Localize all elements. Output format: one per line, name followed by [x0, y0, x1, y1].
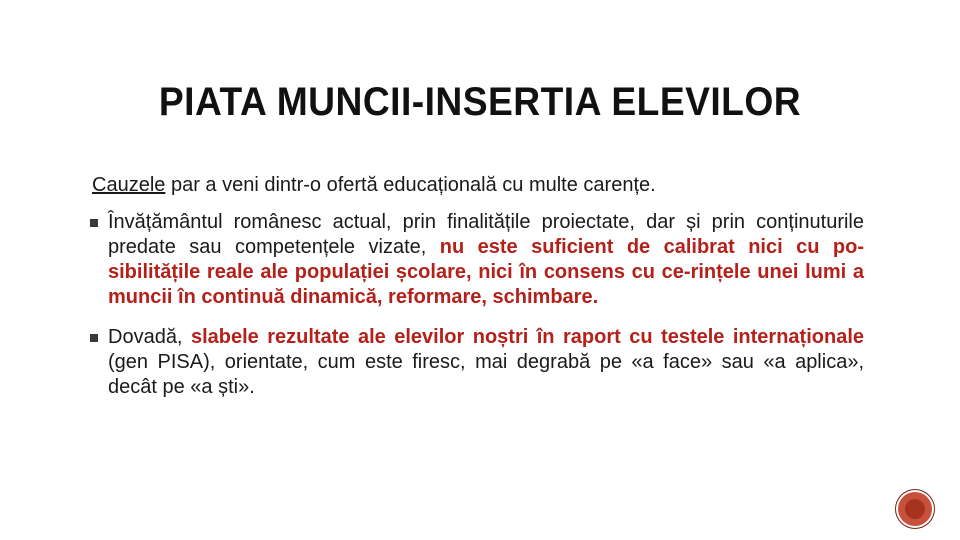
square-bullet-icon [90, 334, 98, 342]
square-bullet-icon [90, 219, 98, 227]
intro-paragraph [92, 172, 872, 198]
intro-lead: Cauzele [92, 174, 166, 196]
bullet-item-2 [89, 325, 864, 400]
bullet-list [89, 210, 864, 400]
slide-badge-icon [898, 492, 932, 526]
bullet-2-post: (gen PISA), orientate, cum este firesc, mai degrabă pe «a face» sau «a aplica», decât pe «a ști». [108, 351, 864, 398]
bullet-1-text: Învățământul românesc actual, prin finalitățile proiectate, dar și prin conținuturile predate sau competențele vizate, [108, 211, 864, 258]
bullet-2-emphasis: slabele rezultate ale elevilor noștri în raport cu testele internaționale [190, 326, 864, 348]
bullet-2-pre: Dovadă, [108, 326, 191, 348]
slide-title: PIATA MUNCII-INSERTIA ELEVILOR [158, 80, 802, 124]
intro-rest: par a veni dintr-o ofertă educațională cu multe carențe. [165, 174, 656, 196]
bullet-1-emphasis: nu este suficient de calibrat nici cu po-sibilitățile reale ale populației școlare, nici în consens cu ce-rințele unei lumi a muncii în continuă dinamică, reformare, schimbare. [108, 236, 864, 308]
bullet-item-1 [89, 210, 864, 310]
